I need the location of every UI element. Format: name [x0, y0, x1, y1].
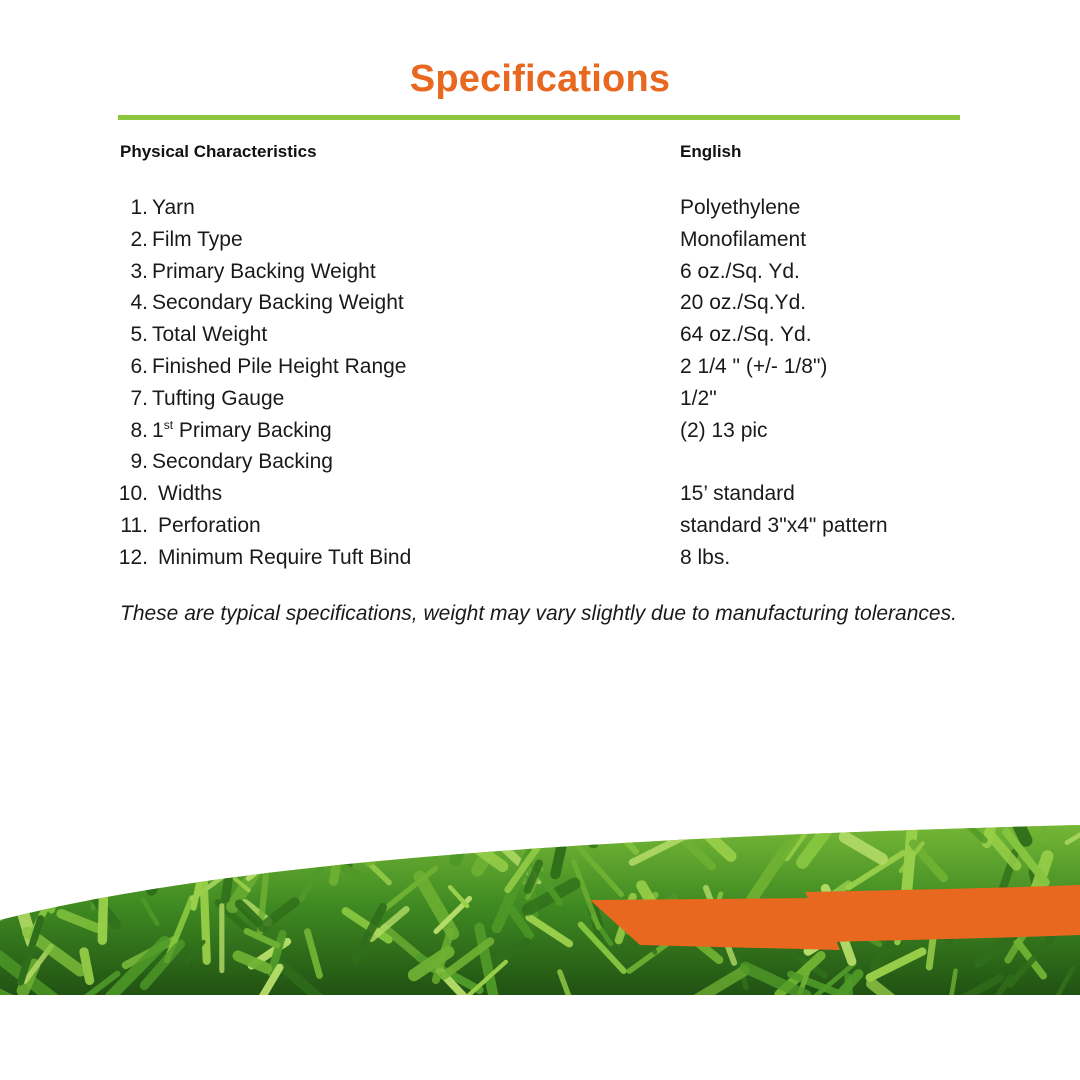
spec-value: 2 1/4 " (+/- 1/8") [680, 354, 828, 378]
spec-row-film-type [0, 224, 1080, 256]
spec-label: Secondary Backing [152, 450, 333, 474]
column-header-english: English [680, 142, 742, 161]
spec-value: 64 oz./Sq. Yd. [680, 323, 812, 347]
spec-value: 6 oz./Sq. Yd. [680, 259, 800, 283]
spec-label: Finished Pile Height Range [152, 354, 407, 378]
spec-number: 11. [120, 513, 148, 537]
spec-label: Widths [158, 482, 223, 506]
spec-number: 5. [130, 323, 148, 347]
spec-value: 20 oz./Sq.Yd. [680, 291, 807, 315]
spec-value: 1/2" [680, 386, 717, 410]
spec-number: 4. [130, 291, 148, 315]
spec-label: Perforation [158, 513, 261, 537]
spec-label: Yarn [152, 196, 195, 219]
spec-number: 8. [130, 418, 148, 442]
spec-number: 7. [130, 386, 148, 410]
spec-row-primary-backing-weight [0, 256, 1080, 288]
spec-value: 15’ standard [680, 482, 795, 506]
spec-label: Secondary Backing Weight [152, 291, 404, 315]
spec-number: 2. [130, 227, 148, 251]
spec-row-secondary-backing-weight [0, 287, 1080, 319]
column-header-characteristics: Physical Characteristics [120, 142, 317, 161]
spec-label: Film Type [152, 227, 243, 251]
spec-label-ordinal: 1 [152, 418, 164, 442]
spec-value: (2) 13 pic [680, 418, 768, 442]
spec-row-widths [0, 478, 1080, 510]
spec-row-first-primary-backing [0, 415, 1080, 447]
spec-label [152, 415, 332, 447]
spec-number: 1. [130, 196, 148, 219]
spec-number: 9. [130, 450, 148, 474]
spec-value: Polyethylene [680, 196, 801, 219]
spec-number: 12. [118, 545, 148, 569]
spec-number: 6. [130, 354, 148, 378]
spec-label: Primary Backing Weight [152, 259, 376, 283]
spec-row-perforation [0, 510, 1080, 542]
spec-row-secondary-backing [0, 446, 1080, 478]
spec-number: 10. [118, 482, 148, 506]
orange-ribbon [805, 885, 1080, 942]
spec-row-yarn [0, 192, 1080, 224]
spec-row-tufting-gauge [0, 383, 1080, 415]
spec-value: Monofilament [680, 227, 807, 251]
page-title: Specifications [409, 58, 671, 100]
spec-number: 3. [130, 259, 148, 283]
footnote: These are typical specifications, weight may vary slightly due to manufacturing tolerances. [120, 602, 957, 625]
spec-value: standard 3"x4" pattern [680, 513, 888, 537]
spec-label: Tufting Gauge [152, 386, 285, 410]
spec-label-text: Primary Backing [173, 418, 332, 442]
spec-row-tuft-bind [0, 542, 1080, 574]
spec-value: 8 lbs. [680, 545, 731, 569]
spec-row-pile-height [0, 351, 1080, 383]
spec-label-superscript: st [163, 417, 174, 432]
spec-label: Minimum Require Tuft Bind [158, 545, 412, 569]
spec-label: Total Weight [152, 323, 268, 347]
spec-row-total-weight [0, 319, 1080, 351]
grass-banner [0, 810, 1080, 1000]
spec-list [0, 192, 1080, 574]
title-divider [118, 115, 960, 120]
